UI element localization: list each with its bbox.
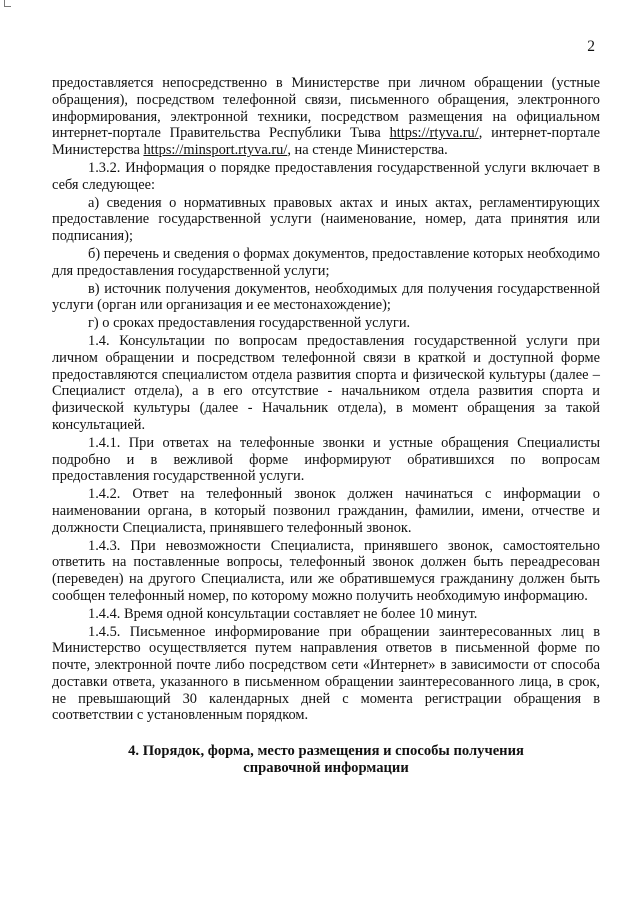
paragraph-text: г) о сроках предоставления государственной услуги. xyxy=(88,315,411,332)
paragraph xyxy=(52,195,600,245)
paragraph-text: в) источник получения документов, необходимых для получения государственной услуги (орган или организация и ее местонахождение); xyxy=(52,280,600,314)
paragraph xyxy=(52,160,600,194)
paragraph-text: а) сведения о нормативных правовых актах и иных актах, регламентирующих предоставление государственной услуги (наименование, номер, дата принятия или подписания); xyxy=(52,194,600,245)
document-body xyxy=(52,75,600,777)
paragraph-text: 1.3.2. Информация о порядке предоставления государственной услуги включает в себя следующее: xyxy=(52,159,600,193)
paragraph-text: 1.4. Консультации по вопросам предоставления государственной услуги при личном обращении и посредством телефонной связи в краткой и доступной форме предоставляются специалистом отдела развития спорта и физической культуры (далее – Специалист отдела), а в его отсутствие - начальником отдела развития спорта и физической культуры (далее - Начальник отдела), в момент обращения за такой консультацией. xyxy=(52,332,600,433)
paragraph xyxy=(52,246,600,280)
paragraph-list xyxy=(52,75,600,724)
paragraph xyxy=(52,75,600,159)
paragraph xyxy=(52,435,600,485)
paragraph-text: 1.4.1. При ответах на телефонные звонки и устные обращения Специалисты подробно и в вежливой форме информируют обратившихся по вопросам предоставления государственной услуги. xyxy=(52,434,600,485)
paragraph xyxy=(52,624,600,725)
page-number: 2 xyxy=(587,38,595,55)
url-link[interactable]: https://minsport.rtyva.ru/ xyxy=(143,142,288,159)
url-link[interactable]: https://rtyva.ru/ xyxy=(389,125,479,142)
paragraph-text: , на стенде Министерства. xyxy=(287,142,448,159)
paragraph-text: 1.4.2. Ответ на телефонный звонок должен начинаться с информации о наименовании органа, в который позвонил гражданин, фамилии, имени, отчестве и должности Специалиста, принявшего телефонный звонок. xyxy=(52,486,600,536)
paragraph xyxy=(52,486,600,536)
paragraph xyxy=(52,333,600,434)
section-heading xyxy=(52,743,600,777)
section-heading-line-1: 4. Порядок, форма, место размещения и способы получения xyxy=(128,743,524,760)
section-heading-line-2: справочной информации xyxy=(243,760,409,777)
scan-corner-mark xyxy=(4,0,11,7)
paragraph xyxy=(52,315,600,332)
paragraph-text: 1.4.3. При невозможности Специалиста, принявшего звонок, самостоятельно ответить на поставленные вопросы, телефонный звонок должен быть переадресован (переведен) на другого Специалиста, или же обратившемуся гражданину должен быть сообщен телефонный номер, по которому можно получить необходимую информацию. xyxy=(52,537,600,604)
paragraph-text: предоставляется непосредственно в Министерстве при личном обращении (устные обращения), посредством телефонной связи, письменного обращения, электронного информирования, электронной техники, посредством размещения на официальном интернет-портале Правительства Республики Тыва xyxy=(52,75,600,142)
paragraph xyxy=(52,538,600,605)
paragraph xyxy=(52,606,600,623)
paragraph xyxy=(52,281,600,315)
paragraph-text: 1.4.4. Время одной консультации составляет не более 10 минут. xyxy=(88,605,478,622)
paragraph-text: , интернет-портале Министерства xyxy=(52,125,600,159)
paragraph-text: 1.4.5. Письменное информирование при обращении заинтересованных лиц в Министерство осуществляется путем направления ответов в письменной форме по почте, электронной почте либо посредством сети «Интернет» в зависимости от способа доставки ответа, указанного в письменном обращении заинтересованного лица, в срок, не превышающий 30 календарных дней с момента регистрации обращения в соответствии с установленным порядком. xyxy=(52,623,600,724)
paragraph-text: б) перечень и сведения о формах документов, предоставление которых необходимо для предоставления государственной услуги; xyxy=(52,245,600,279)
